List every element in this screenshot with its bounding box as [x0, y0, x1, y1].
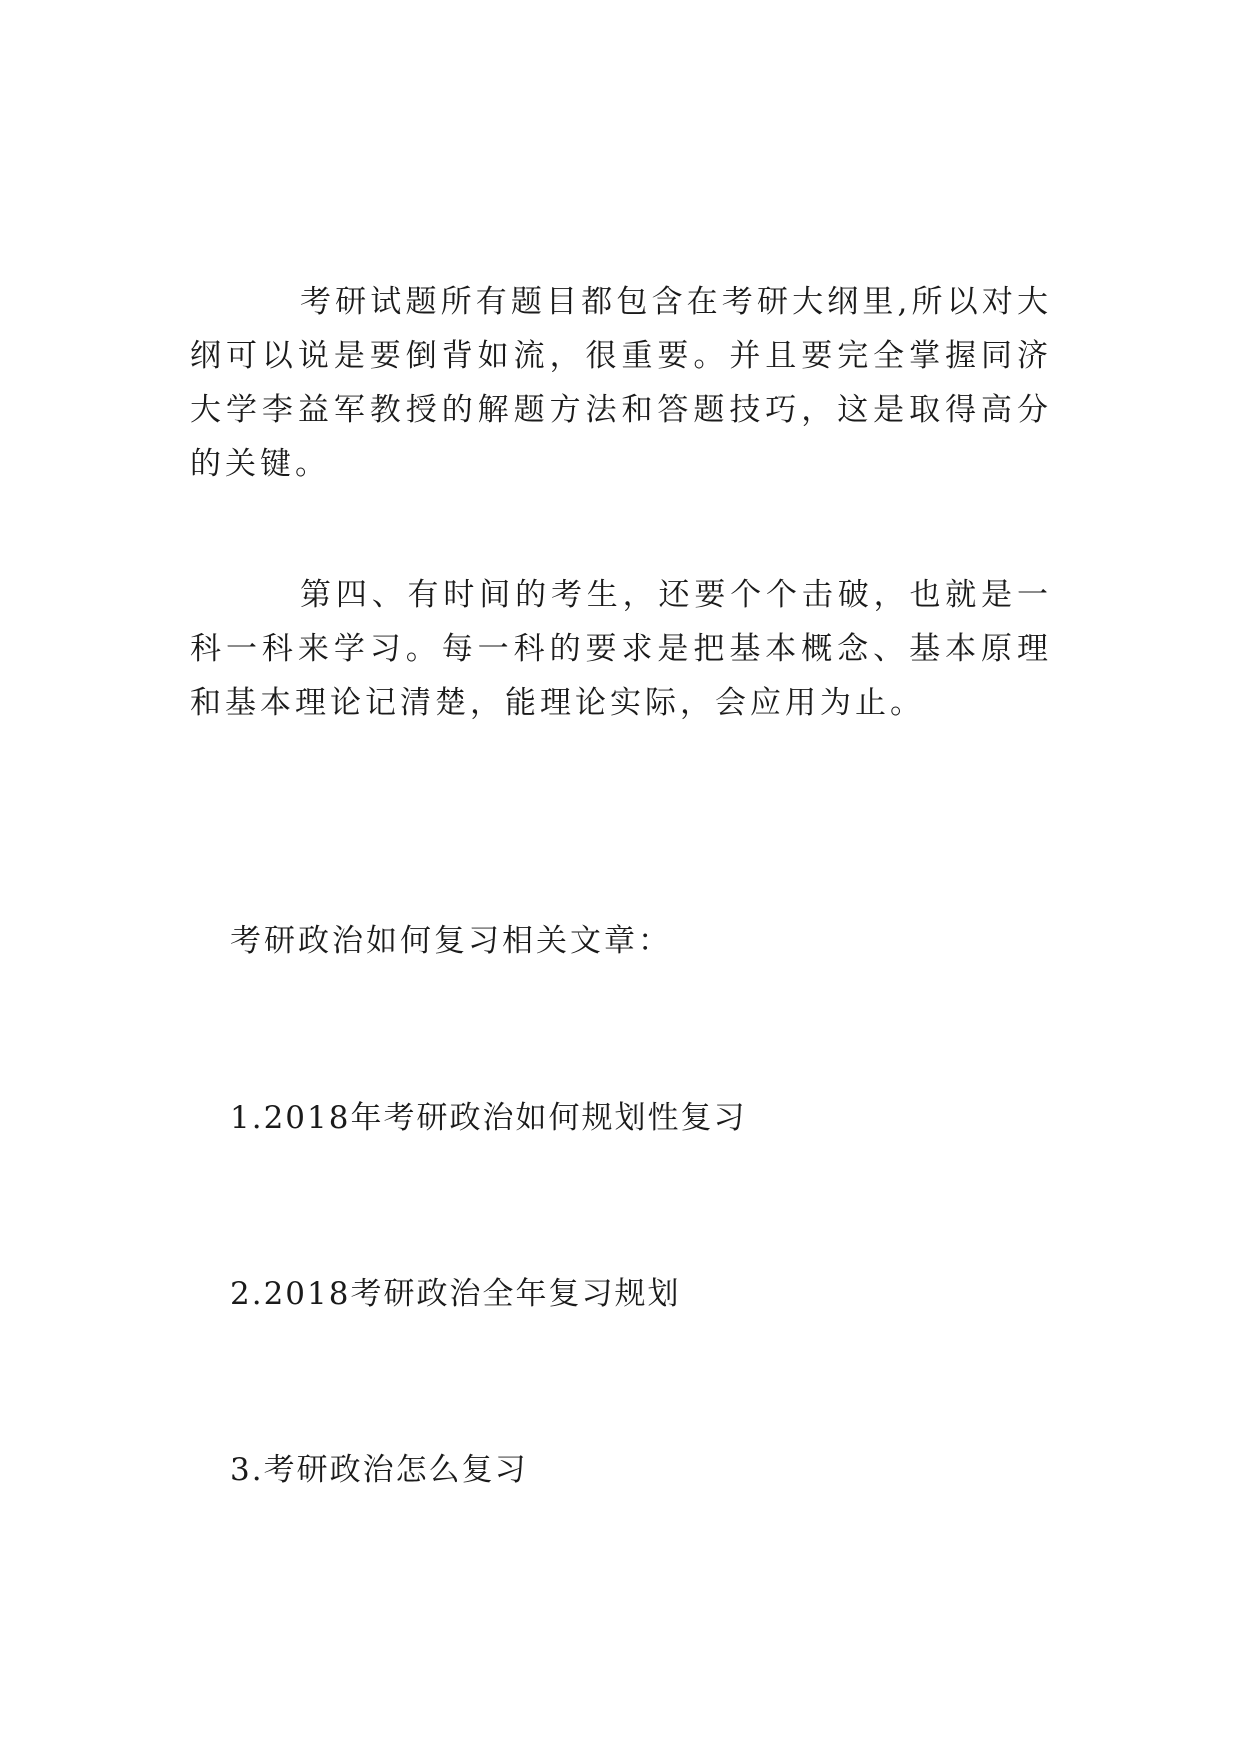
body-paragraph: 考研试题所有题目都包含在考研大纲里,所以对大纲可以说是要倒背如流，很重要。并且要完全掌握同济大学李益军教授的解题方法和答题技巧，这是取得高分的关键。 — [190, 284, 1052, 482]
body-paragraph: 第四、有时间的考生，还要个个击破，也就是一科一科来学习。每一科的要求是把基本概念、基本原理和基本理论记清楚，能理论实际，会应用为止。 — [190, 577, 1052, 721]
related-article-link[interactable]: 2.2018考研政治全年复习规划 — [230, 1276, 681, 1312]
related-articles-heading: 考研政治如何复习相关文章： — [230, 923, 672, 959]
related-article-link[interactable]: 1.2018年考研政治如何规划性复习 — [230, 1100, 747, 1136]
related-article-link[interactable]: 3.考研政治怎么复习 — [230, 1452, 528, 1488]
